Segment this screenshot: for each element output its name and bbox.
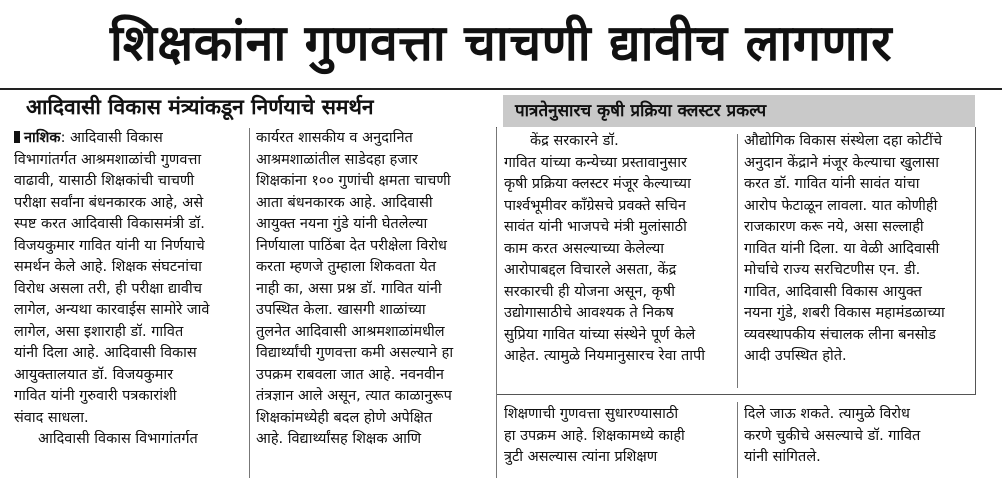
sidebar-line: आदी उपस्थित होते. [744,348,847,364]
sidebar-line: उद्योगासाठीचे आवश्यक ते निकष [504,305,674,321]
column-1-line: स्पष्ट करत आदिवासी विकासमंत्री डॉ. [14,216,205,232]
sidebar-line: नयना गुंडे, शबरी विकास महामंडळाच्या [744,305,945,321]
column-1-line: विभागांतर्गत आश्रमशाळांची गुणवत्ता [14,151,202,168]
sidebar-line: आरोप फेटाळून लावला. यात कोणीही [744,197,938,214]
sidebar-line: गावित यांच्या कन्येच्या प्रस्तावानुसार [504,154,687,171]
column-2-line: उपस्थित केला. खासगी शाळांच्या [256,302,426,318]
column-1-line: आयुक्तालयात डॉ. विजयकुमार [14,366,174,383]
column-divider [249,128,250,478]
sidebar-line: करत डॉ. गावित यांनी सावंत यांचा [744,176,920,192]
sidebar-line: सावंत यांनी भाजपचे मंत्री मुलांसाठी [504,219,687,235]
continuation-line: दिले जाऊ शकते. त्यामुळे विरोध [744,406,910,422]
column-2-line: शिक्षकांमध्येही बदल होणे अपेक्षित [256,409,433,426]
sidebar-line: काम करत असल्याच्या केलेल्या [504,240,665,257]
sidebar-line: आहेत. त्यामुळे नियमानुसारच रेवा तापी [504,348,706,364]
column-2-line: आश्रमशाळांतील साडेदहा हजार [256,151,418,168]
column-2-line: विद्यार्थ्यांची गुणवत्ता कमी असल्याने हा [256,345,454,361]
column-1-line: संवाद साधला. [14,409,89,426]
dateline: नाशिक [24,130,61,146]
column-2-line: उपक्रम राबवला जात आहे. नवनवीन [256,366,444,383]
column-1-line: वाढावी, यासाठी शिक्षकांची चाचणी [14,173,195,189]
headline: शिक्षकांना गुणवत्ता चाचणी द्यावीच लागणार [109,14,893,72]
article-continuation-column-4 [744,404,970,469]
column-1-line: लागेल, असा इशाराही डॉ. गावित [14,323,184,340]
column-2-line: कार्यरत शासकीय व अनुदानित [256,130,413,146]
column-divider [496,128,497,478]
continuation-line: त्रुटी असल्यास त्यांना प्रशिक्षण [504,449,658,465]
sidebar-column-divider [737,134,738,388]
column-1-line: परीक्षा सर्वांना बंधनकारक आहे, असे [14,194,204,211]
headline-rule [0,88,1002,90]
column-1-line: विरोध असला तरी, ही परीक्षा द्यावीच [14,280,202,297]
column-2-line: निर्णयाला पाठिंबा देत परीक्षेला विरोध [256,237,447,254]
column-1-line: समर्थन केले आहे. शिक्षक संघटनांचा [14,259,202,275]
column-2-line: आयुक्त नयना गुंडे यांनी घेतलेल्या [256,216,428,232]
column-2-line: तंत्रज्ञान आले असून, त्यात काळानुरूप [256,388,452,404]
subheadline-left: आदिवासी विकास मंत्र्यांकडून निर्णयाचे समर्थन [26,95,374,119]
sidebar-line: व्यवस्थापकीय संचालक लीना बनसोड [744,326,936,343]
sidebar-line: राजकारण करू नये, असा सल्लाही [744,219,924,235]
sidebar-line: केंद्र सरकारने डॉ. [530,133,619,149]
column-1-line: लागेल, अन्यथा कारवाईस सामोरे जावे [14,302,210,318]
article-column-1 [14,128,242,451]
sidebar-line: गावित, आदिवासी विकास आयुक्त [744,283,922,300]
article-continuation-column-3 [504,404,732,469]
continuation-line: यांनी सांगितले. [744,449,821,465]
sidebar-line: गावित यांनी दिला. या वेळी आदिवासी [744,240,940,257]
column-1-line: यांनी दिला आहे. आदिवासी विकास [14,345,197,361]
sidebar-line: मोर्चाचे राज्य सरचिटणीस एन. डी. [744,262,921,278]
column-divider [737,402,738,478]
sidebar-column-2 [744,131,970,368]
column-2-line: तुलनेत आदिवासी आश्रमशाळांमधील [256,323,445,340]
sidebar-line: सुप्रिया गावित यांच्या संस्थेने पूर्ण केले [504,326,696,343]
sidebar-line: पार्श्वभूमीवर काँग्रेसचे प्रवक्ते सचिन [504,197,686,214]
sidebar-line: अनुदान केंद्राने मंजूर केल्याचा खुलासा [744,154,939,171]
column-2-line: आहे. विद्यार्थ्यांसह शिक्षक आणि [256,431,422,447]
column-2-line: आता बंधनकारक आहे. आदिवासी [256,194,433,211]
column-2-line: करता म्हणजे तुम्हाला शिकवता येत [256,259,437,275]
column-1-line: गावित यांनी गुरुवारी पत्रकारांशी [14,388,177,404]
article-column-2 [256,128,488,451]
continuation-line: शिक्षणाची गुणवत्ता सुधारण्यासाठी [504,406,679,422]
column-2-line: नाही का, असा प्रश्न डॉ. गावित यांनी [256,280,442,297]
sidebar-line: औद्योगिक विकास संस्थेला दहा कोटींचे [744,133,943,149]
sidebar-line: सरकारची ही योजना असून, कृषी [504,283,675,300]
continuation-line: करणे चुकीचे असल्याचे डॉ. गावित [744,427,921,444]
column-2-line: शिक्षकांना १०० गुणांची क्षमता चाचणी [256,173,451,189]
sidebar-line: आरोपाबद्दल विचारले असता, केंद्र [504,262,677,278]
subheadline-right-box: पात्रतेनुसारच कृषी प्रक्रिया क्लस्टर प्रकल्प [503,95,975,127]
column-1-line: आदिवासी विकास विभागांतर्गत [38,431,198,447]
sidebar-bottom-rule [496,394,976,395]
column-1-line-1: नाशिक: आदिवासी विकास [14,128,242,150]
sidebar-line: कृषी प्रक्रिया क्लस्टर मंजूर केल्याच्या [504,176,691,192]
column-1-line: विजयकुमार गावित यांनी या निर्णयाचे [14,237,205,254]
continuation-line: हा उपक्रम आहे. शिक्षकामध्ये काही [504,427,685,444]
bullet-icon [14,131,20,143]
sidebar-column-1 [504,131,732,368]
